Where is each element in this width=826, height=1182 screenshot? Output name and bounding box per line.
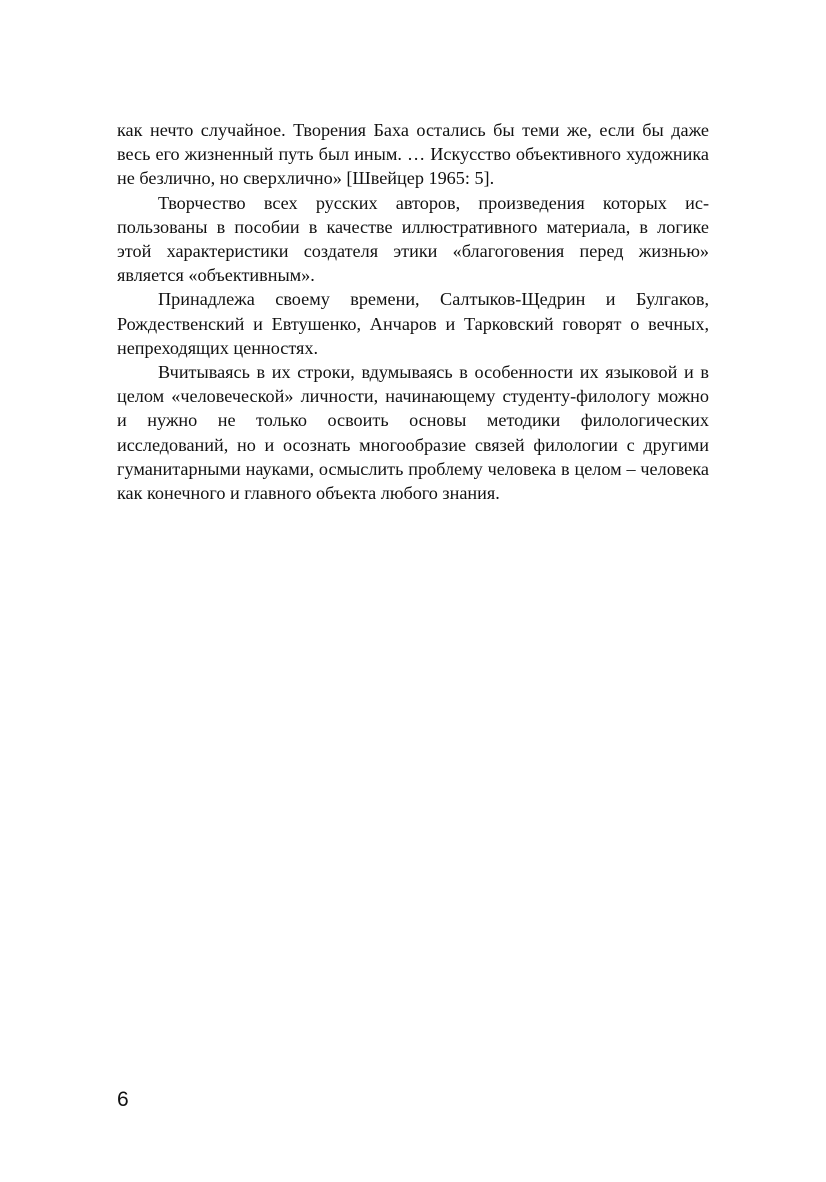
paragraph-authors: Принадлежа своему времени, Салтыков-Щедрин и Булгаков, Рождественский и Евтушенко, Анчаров и Тарковский говорят о вечных, непреходящих ценностях. [117,289,709,358]
body-text [117,118,709,505]
paragraph-continuation: как нечто случайное. Творения Баха остались бы теми же, если бы даже весь его жизненный путь был иным. … Искусство объективного художника не безлично, но сверхлично» [Швейцер 1965: 5]. [117,120,709,189]
paragraph-reading: Вчитываясь в их строки, вдумываясь в особенности их языковой и в целом «человеческой» личности, начинающему студенту-филологу можно и нужно не только освоить основы методики филологических исследований, но и осознать многообразие связей филологии с другими гуманитарными науками, осмыслить проблему человека в целом – человека как конечного и главного объекта любого знания. [117,362,709,504]
paragraph-creative-works: Творчество всех русских авторов, произведения которых использованы в пособии в качестве иллюстративного материала, в логике этой характеристики создателя этики «благоговения перед жизнью» является «объективным». [117,192,709,286]
page-number: 6 [117,1088,129,1111]
